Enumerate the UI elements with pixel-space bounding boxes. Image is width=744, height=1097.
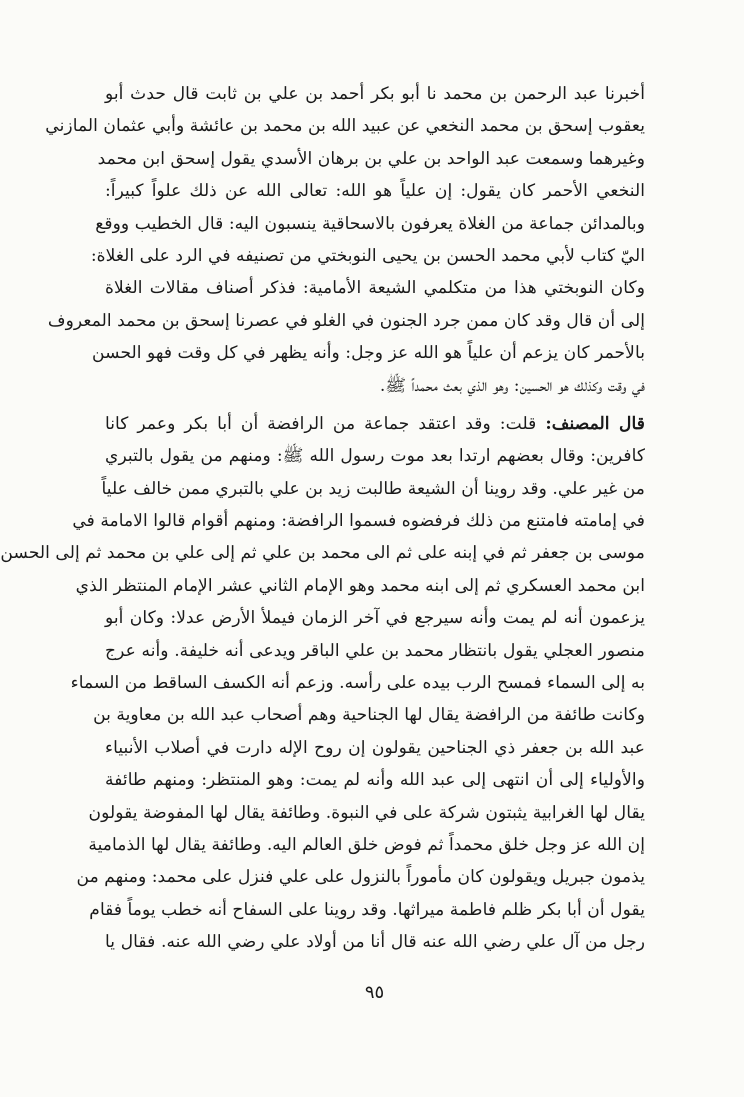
text-line: في إمامته فامتنع من ذلك فرفضوه فسموا الرافضة: ومنهم أقوام قالوا الامامة في — [72, 511, 645, 532]
page-number: ٩٥ — [364, 982, 385, 1003]
text-line: إن الله عز وجل خلق محمداً ثم فوض خلق العالم اليه. وطائفة يقال لها الذمامية — [88, 834, 645, 855]
text-line: وكان النوبختي هذا من متكلمي الشيعة الأمامية: فذكر أصناف مقالات الغلاة — [105, 278, 645, 299]
text-line: إلى أن قال وقد كان ممن جرد الجنون في الغلو في عصرنا إسحق بن محمد المعروف — [47, 310, 645, 331]
text-line: وكانت طائفة من الرافضة يقال لها الجناحية وهم أصحاب عبد الله بن معاوية بن — [93, 705, 645, 726]
document-page — [0, 78, 645, 978]
text-line: ابن محمد العسكري ثم إلى ابنه محمد وهو الإمام الثاني عشر الإمام المنتظر الذي — [75, 575, 645, 596]
paragraph-2 — [0, 408, 645, 959]
text-line: أخبرنا عبد الرحمن بن محمد نا أبو بكر أحمد بن علي بن ثابت قال حدث أبو — [105, 84, 645, 104]
text-line: كافرين: وقال بعضهم ارتدا بعد موت رسول الله ﷺ: ومنهم من يقول بالتبري — [105, 446, 645, 467]
text-line: وبالمدائن جماعة من الغلاة يعرفون بالاسحاقية ينسبون اليه: قال الخطيب ووقع — [95, 213, 645, 234]
text-line: موسى بن جعفر ثم في إبنه على ثم الى محمد بن علي ثم إلى علي بن محمد ثم إلى الحسن — [0, 543, 645, 564]
text-line: يقال لها الغرابية يثبتون شركة على في النبوة. وطائفة يقال لها المفوضة يقولون — [88, 802, 645, 823]
text-line: بالأحمر كان يزعم أن علياً هو الله عز وجل: وأنه يظهر في كل وقت فهو الحسن — [92, 343, 645, 364]
text-line: يعقوب إسحق بن محمد النخعي عن عبيد الله بن محمد بن عائشة وأبي عثمان المازني — [45, 116, 645, 137]
text-line: منصور العجلي يقول بانتظار محمد بن علي الباقر ويدعى أنه خليفة. وأنه عرج — [105, 640, 645, 661]
text-line: قلت: وقد اعتقد جماعة من الرافضة أن أبا بكر وعمر كانا — [105, 413, 546, 434]
text-line-with-lead — [105, 408, 645, 440]
text-line: اليّ كتاب لأبي محمد الحسن بن يحيى النوبختي من تصنيفه في الرد على الغلاة: — [90, 245, 645, 266]
text-line: النخعي الأحمر كان يقول: إن علياً هو الله: تعالى الله عن ذلك علواً كبيراً: — [105, 181, 645, 202]
text-line: يذمون جبريل ويقولون كان مأموراً بالنزول على علي فنزل على محمد: ومنهم من — [76, 867, 645, 888]
text-line: به إلى السماء فمسح الرب بيده على رأسه. وزعم أنه الكسف الساقط من السماء — [70, 673, 645, 694]
text-line: وغيرهما وسمعت عبد الواحد بن علي بن برهان الأسدي يقول إسحق ابن محمد — [97, 148, 645, 169]
text-line: يزعمون أنه لم يمت وأنه سيرجع في آخر الزمان فيملأ الأرض عدلا: وكان أبو — [105, 608, 645, 629]
text-line: من غير علي. وقد روينا أن الشيعة طالبت زيد بن علي بالتبري ممن خالف علياً — [101, 478, 645, 499]
text-line: يقول أن أبا بكر ظلم فاطمة ميراثها. وقد روينا على السفاح أنه خطب يوماً فقام — [89, 899, 645, 920]
text-line: عبد الله بن جعفر ذي الجناحين يقولون إن روح الإله دارت في أصلاب الأنبياء — [105, 737, 645, 758]
paragraph-1 — [45, 78, 645, 402]
text-line: في وقت وكذلك هو الحسين: وهو الذي بعث محمداً ﷺ. — [379, 375, 645, 396]
author-heading: قال المصنف: — [545, 413, 645, 434]
text-line: رجل من آل علي رضي الله عنه قال أنا من أولاد علي رضي الله عنه. فقال يا — [105, 932, 645, 953]
text-line: والأولياء إلى أن انتهى إلى عبد الله وأنه لم يمت: وهو المنتظر: ومنهم طائفة — [105, 770, 645, 791]
